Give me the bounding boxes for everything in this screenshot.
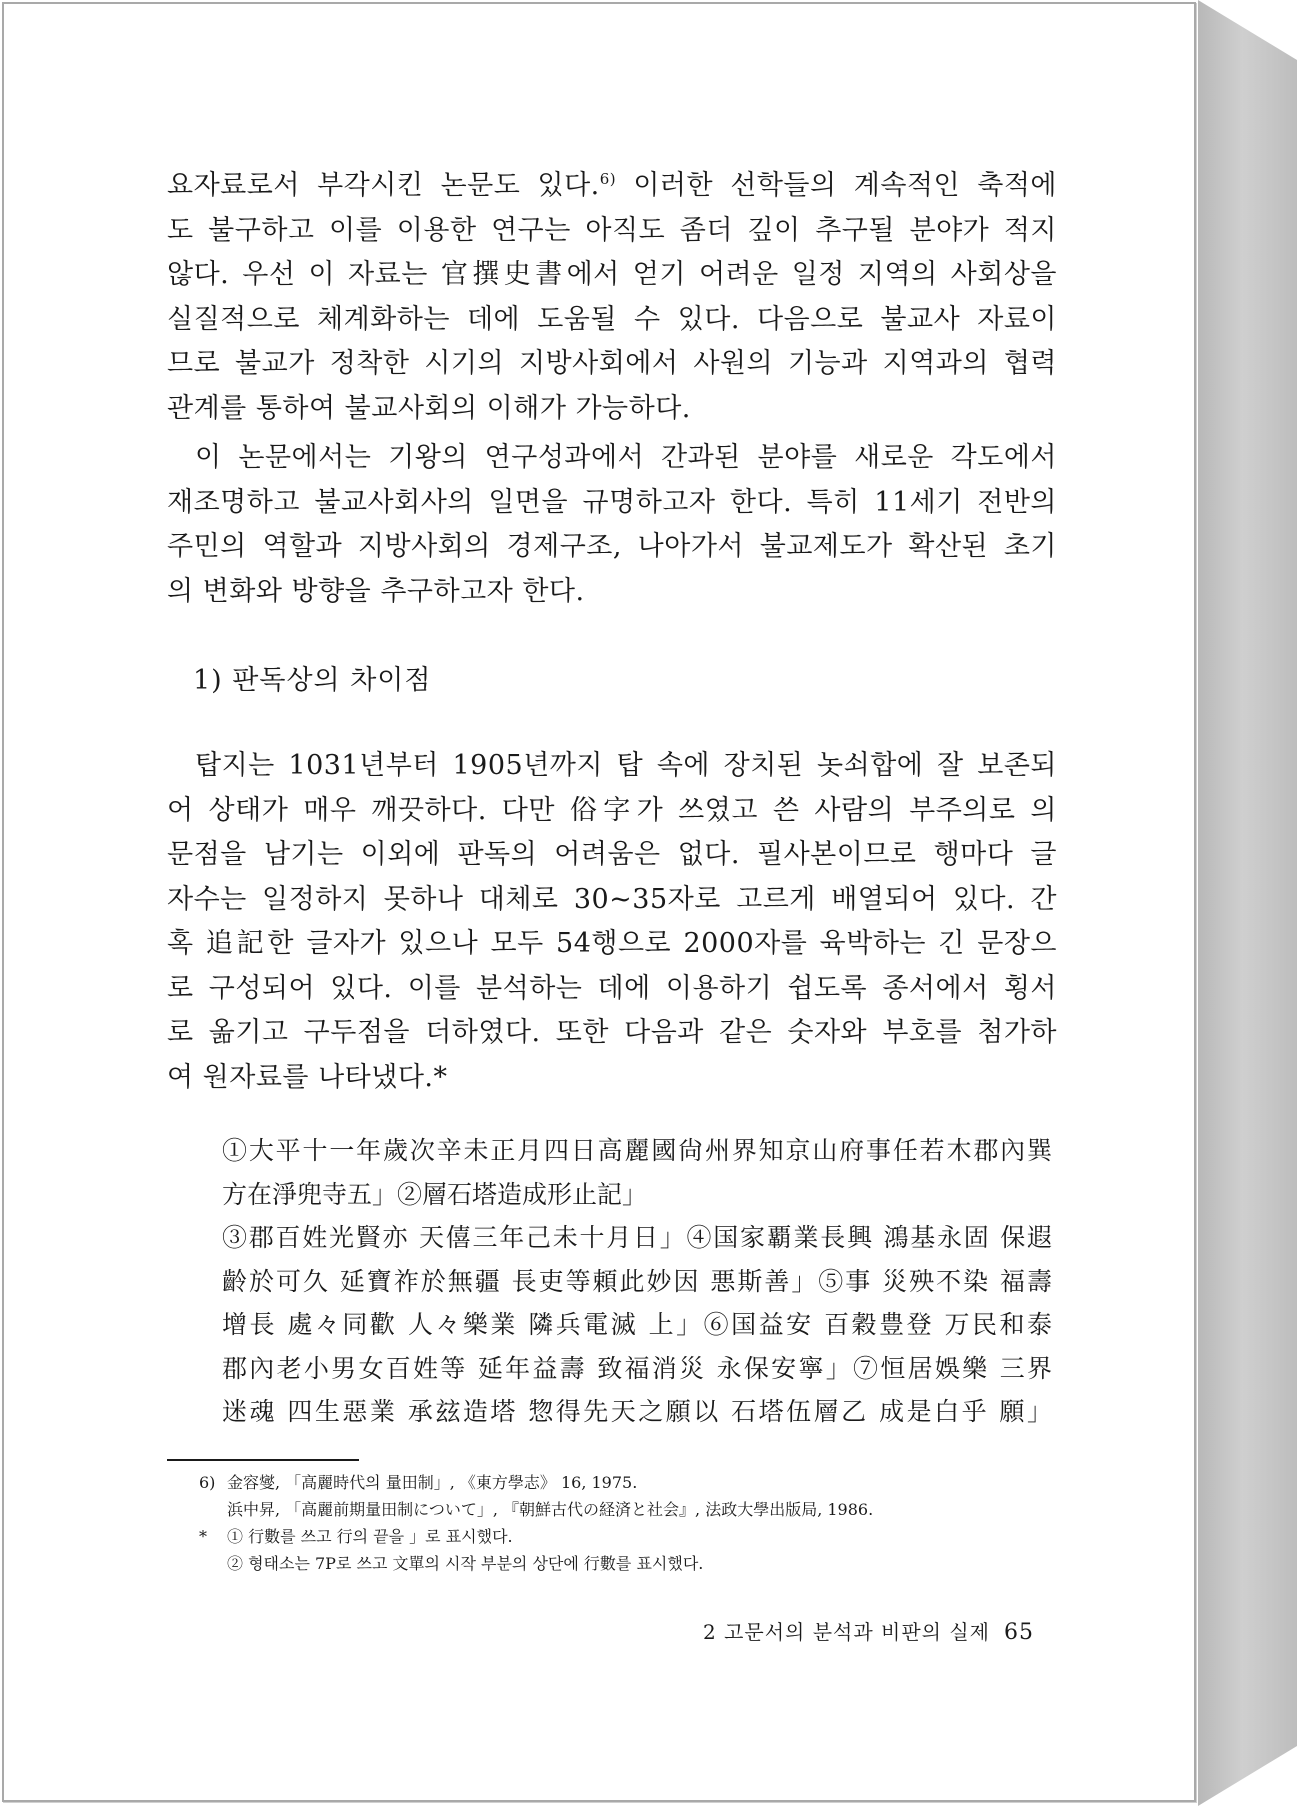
paragraph-line [167,164,1057,209]
footnotes [199,1469,1059,1577]
quote-line: 齡於可久 延寶祚於無疆 長吏等頼此妙因 悪斯善」⑤事 災殃不染 福壽 [222,1266,1052,1296]
footnote-star-line-2: ② 형태소는 7P로 쓰고 文單의 시작 부분의 상단에 行數를 표시했다. [227,1554,704,1573]
paragraph-line: 어 상태가 매우 깨끗하다. 다만 俗字가 쓰였고 쓴 사람의 부주의로 의 [167,794,1057,826]
running-footer [703,1616,1034,1645]
paragraph-line: 혹 追記한 글자가 있으나 모두 54행으로 2000자를 육박하는 긴 문장으 [167,928,1057,959]
paragraph-1 [167,164,1057,431]
paragraph-line: 관계를 통하여 불교사회의 이해가 가능하다. [167,392,691,424]
footer-chapter-title: 2 고문서의 분석과 비판의 실제 [703,1620,990,1644]
paragraph-line: 로 옮기고 구두점을 더하였다. 또한 다음과 같은 숫자와 부호를 첨가하 [167,1017,1057,1048]
paragraph-line: 문점을 남기는 이외에 판독의 어려움은 없다. 필사본이므로 행마다 글 [167,839,1057,870]
paragraph-line: 탑지는 1031년부터 1905년까지 탑 속에 장치된 놋쇠합에 잘 보존되 [195,750,1057,781]
text-run: 요자료로서 부각시킨 논문도 있다. [167,170,600,201]
paragraph-line: 실질적으로 체계화하는 데에 도움될 수 있다. 다음으로 불교사 자료이 [167,303,1057,335]
quote-line: ①大平十一年歲次辛未正月四日高麗國尙州界知京山府事任若木郡內巽 [222,1136,1052,1165]
quote-line: 方在淨兜寺五」②層石塔造成形止記」 [222,1179,648,1209]
footnote-6-line-1 [199,1469,1059,1496]
page-number: 65 [1004,1620,1034,1645]
paragraph-2 [167,436,1057,614]
paragraph-line: 로 구성되어 있다. 이를 분석하는 데에 이용하기 쉽도록 종서에서 횡서 [167,972,1057,1004]
paragraph-line: 이 논문에서는 기왕의 연구성과에서 간과된 분야를 새로운 각도에서 [195,442,1057,473]
footnote-mark: * [199,1527,207,1546]
paragraph-line: 않다. 우선 이 자료는 官撰史書에서 얻기 어려운 일정 지역의 사회상을 [167,259,1057,290]
document-page [2,2,1196,1802]
footnote-ref[interactable]: 6) [599,170,617,188]
paragraph-line: 주민의 역할과 지방사회의 경제구조, 나아가서 불교제도가 확산된 초기 [167,531,1057,562]
footnote-text: ① 行數를 쓰고 行의 끝을 」로 표시했다. [227,1527,513,1546]
text-run: 이러한 선학들의 계속적인 축적에 [616,170,1057,201]
footnote-text: 金容燮, 「高麗時代의 量田制」, 《東方學志》 16, 1975. [227,1473,638,1492]
paragraph-3 [167,744,1057,1100]
footnote-rule [167,1459,359,1461]
paragraph-line: 의 변화와 방향을 추구하고자 한다. [167,575,585,607]
quote-line: 增長 處々同歡 人々樂業 隣兵電滅 上」⑥国益安 百穀豊登 万民和泰 [222,1310,1052,1339]
footnote-star-line-1 [199,1523,1059,1550]
book-spine-side [1198,0,1297,1806]
paragraph-line: 므로 불교가 정착한 시기의 지방사회에서 사원의 기능과 지역과의 협력 [167,348,1057,379]
section-heading: 1) 판독상의 차이점 [193,665,432,696]
paragraph-line: 도 불구하고 이를 이용한 연구는 아직도 좀더 깊이 추구될 분야가 적지 [167,214,1057,246]
paragraph-line: 재조명하고 불교사회사의 일면을 규명하고자 한다. 특히 11세기 전반의 [167,486,1057,518]
footnote-mark: 6) [199,1473,216,1492]
footnote-6-line-2: 浜中昇, 「高麗前期量田制について」, 『朝鮮古代の経済と社会』, 法政大學出版局, 1986. [227,1500,874,1519]
inscription-quote [222,1129,1052,1434]
paragraph-line: 자수는 일정하지 못하나 대체로 30~35자로 고르게 배열되어 있다. 간 [167,883,1057,915]
paragraph-line: 여 원자료를 나타냈다.* [167,1061,448,1093]
quote-line: 迷魂 四生惡業 承玆造塔 惣得先天之願以 石塔伍層乙 成是白乎 願」 [222,1397,1052,1426]
quote-line: ③郡百姓光賢亦 天僖三年己未十月日」④国家覇業長興 鴻基永固 保遐 [222,1223,1052,1252]
quote-line: 郡內老小男女百姓等 延年益壽 致福消災 永保安寧」⑦恒居娛樂 三界 [222,1353,1052,1383]
